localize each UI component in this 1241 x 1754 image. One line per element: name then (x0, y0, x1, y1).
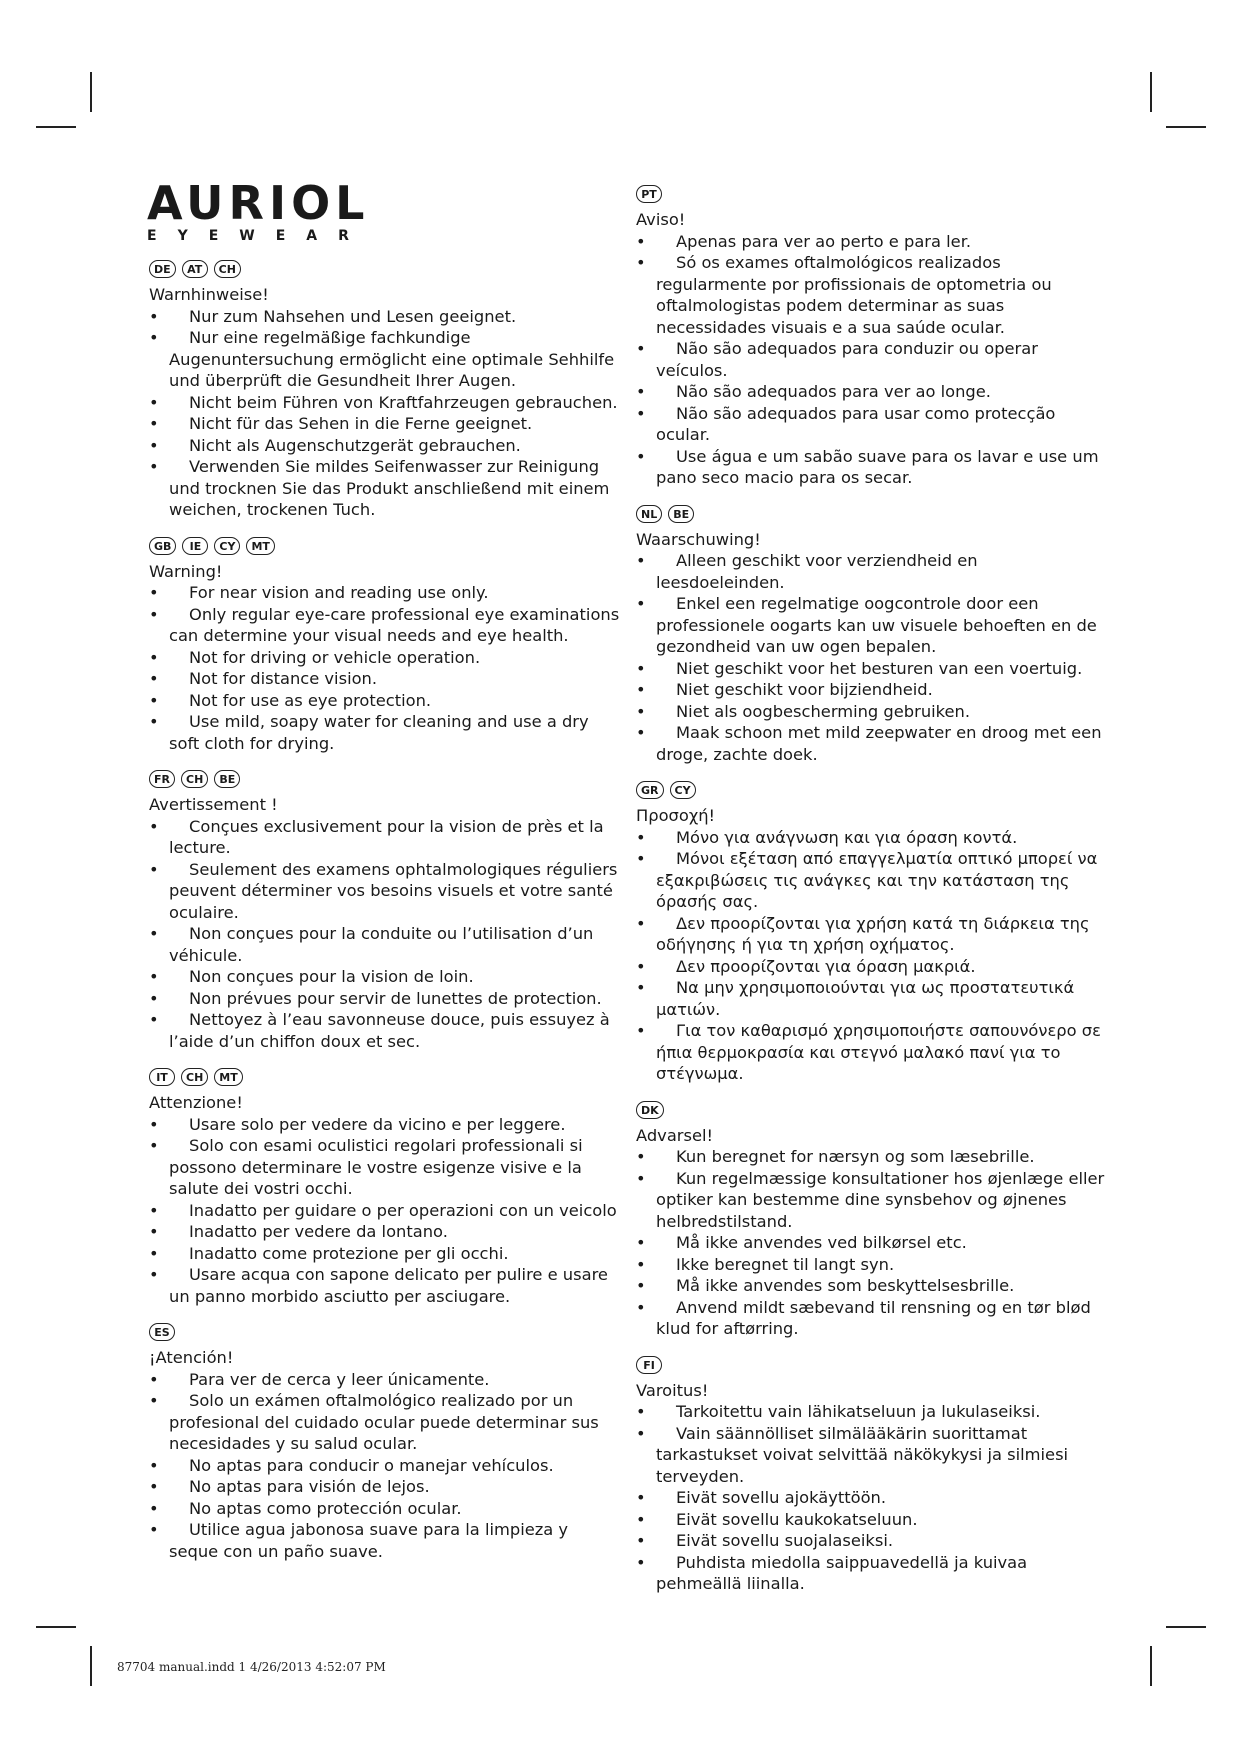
country-badges (636, 1099, 1108, 1121)
warning-item: • Vain säännölliset silmälääkärin suorittamat tarkastukset voivat selvittää näkökykysi ja silmiesi terveyden. (636, 1423, 1108, 1488)
country-code-badge: CH (181, 770, 208, 788)
warning-item: • Non prévues pour servir de lunettes de protection. (149, 988, 621, 1010)
warning-list (149, 816, 621, 1053)
warning-item: • Not for driving or vehicle operation. (149, 647, 621, 669)
warning-item: • Για τον καθαρισμό χρησιμοποιήστε σαπουνόνερο σε ήπια θερμοκρασία και στεγνό μαλακό πανί για το στέγνωμα. (636, 1020, 1108, 1085)
warning-list (636, 550, 1108, 765)
warning-item: • Niet als oogbescherming gebruiken. (636, 701, 1108, 723)
country-code-badge: PT (636, 185, 662, 203)
warning-list (636, 231, 1108, 489)
warning-item: • Use água e um sabão suave para os lavar e use um pano seco macio para os secar. (636, 446, 1108, 489)
warning-list (636, 1401, 1108, 1595)
warning-item: • Usare solo per vedere da vicino e per leggere. (149, 1114, 621, 1136)
warning-item: • No aptas para visión de lejos. (149, 1476, 621, 1498)
country-code-badge: NL (636, 505, 662, 523)
country-code-badge: GR (636, 781, 664, 799)
warning-item: • Ikke beregnet til langt syn. (636, 1254, 1108, 1276)
warning-list (149, 306, 621, 521)
warning-item: • Alleen geschikt voor verziendheid en leesdoeleinden. (636, 550, 1108, 593)
warning-item: • Usare acqua con sapone delicato per pulire e usare un panno morbido asciutto per asciugare. (149, 1264, 621, 1307)
warning-list (636, 827, 1108, 1085)
warning-heading: Advarsel! (636, 1125, 714, 1145)
warning-heading: Warning! (149, 561, 223, 581)
right-column (636, 183, 1108, 1609)
warning-item: • Not for distance vision. (149, 668, 621, 690)
warning-item: • Não são adequados para ver ao longe. (636, 381, 1108, 403)
warning-item: • Inadatto per guidare o per operazioni con un veicolo (149, 1200, 621, 1222)
country-badges (636, 1354, 1108, 1376)
warning-heading: Attenzione! (149, 1093, 243, 1112)
warning-item: • Não são adequados para conduzir ou operar veículos. (636, 338, 1108, 381)
country-badges (636, 779, 1108, 801)
warning-item: • Utilice agua jabonosa suave para la limpieza y seque con un paño suave. (149, 1519, 621, 1562)
warning-section (636, 503, 1108, 766)
warning-item: • Eivät sovellu suojalaseiksi. (636, 1530, 1108, 1552)
warning-item: • Inadatto come protezione per gli occhi. (149, 1243, 621, 1265)
warning-item: • Enkel een regelmatige oogcontrole door een professionele oogarts kan uw visuele behoeften en de gezondheid van uw ogen bepalen. (636, 593, 1108, 658)
warning-item: • Nicht beim Führen von Kraftfahrzeugen gebrauchen. (149, 392, 621, 414)
country-badges (149, 535, 621, 557)
country-badges (636, 503, 1108, 525)
warning-item: • No aptas como protección ocular. (149, 1498, 621, 1520)
warning-item: • Δεν προορίζονται για όραση μακριά. (636, 956, 1108, 978)
crop-mark (90, 1646, 92, 1686)
warning-section (149, 1321, 621, 1562)
warning-section (149, 535, 621, 755)
crop-mark (90, 72, 92, 112)
country-code-badge: ES (149, 1323, 175, 1341)
warning-item: • Να μην χρησιμοποιούνται για ως προστατευτικά ματιών. (636, 977, 1108, 1020)
warning-heading: Varoitus! (636, 1380, 709, 1400)
crop-mark (36, 1626, 76, 1628)
warning-section (149, 258, 621, 521)
warning-item: • Only regular eye-care professional eye examinations can determine your visual needs and eye health. (149, 604, 621, 647)
warning-item: • Use mild, soapy water for cleaning and use a dry soft cloth for drying. (149, 711, 621, 754)
country-code-badge: IT (149, 1068, 175, 1086)
warning-item: • Conçues exclusivement pour la vision de près et la lecture. (149, 816, 621, 859)
country-code-badge: BE (214, 770, 240, 788)
warning-heading: Waarschuwing! (636, 529, 761, 549)
country-badges (149, 768, 621, 790)
warning-section (636, 183, 1108, 489)
warning-item: • Tarkoitettu vain lähikatseluun ja lukulaseiksi. (636, 1401, 1108, 1423)
warning-item: • Not for use as eye protection. (149, 690, 621, 712)
warning-heading: Aviso! (636, 210, 686, 229)
warning-item: • Non conçues pour la vision de loin. (149, 966, 621, 988)
country-badges (149, 258, 621, 280)
warning-item: • Verwenden Sie mildes Seifenwasser zur Reinigung und trocknen Sie das Produkt anschließend mit einem weichen, trockenen Tuch. (149, 456, 621, 521)
logo-main-text: AURIOL (147, 176, 370, 230)
warning-item: • Non conçues pour la conduite ou l’utilisation d’un véhicule. (149, 923, 621, 966)
warning-item: • Kun beregnet for nærsyn og som læsebrille. (636, 1146, 1108, 1168)
warning-section (149, 1066, 621, 1307)
crop-mark (1166, 1626, 1206, 1628)
country-code-badge: DE (149, 260, 176, 278)
country-code-badge: MT (246, 537, 274, 555)
crop-mark (1150, 1646, 1152, 1686)
country-code-badge: CY (214, 537, 240, 555)
country-code-badge: FI (636, 1356, 662, 1374)
country-code-badge: CH (214, 260, 241, 278)
warning-item: • Μόνοι εξέταση από επαγγελματία οπτικό μπορεί να εξακριβώσεις τις ανάγκες και την κατάσταση της όρασής σας. (636, 848, 1108, 913)
warning-section (636, 779, 1108, 1085)
warning-section (149, 768, 621, 1052)
warning-heading: Προσοχή! (636, 806, 716, 825)
warning-item: • Nur zum Nahsehen und Lesen geeignet. (149, 306, 621, 328)
warning-section (636, 1354, 1108, 1595)
warning-item: • Må ikke anvendes som beskyttelsesbrille. (636, 1275, 1108, 1297)
warning-item: • Nur eine regelmäßige fachkundige Augenuntersuchung ermöglicht eine optimale Sehhilfe und überprüft die Gesundheit Ihrer Augen. (149, 327, 621, 392)
warning-item: • Niet geschikt voor het besturen van een voertuig. (636, 658, 1108, 680)
logo-sub-text: EYEWEAR (147, 228, 370, 244)
warning-item: • For near vision and reading use only. (149, 582, 621, 604)
crop-mark (1150, 72, 1152, 112)
country-code-badge: AT (182, 260, 208, 278)
warning-section (636, 1099, 1108, 1340)
country-code-badge: BE (668, 505, 694, 523)
country-code-badge: MT (214, 1068, 242, 1086)
warning-item: • Nicht als Augenschutzgerät gebrauchen. (149, 435, 621, 457)
warning-item: • Niet geschikt voor bijziendheid. (636, 679, 1108, 701)
warning-item: • Eivät sovellu kaukokatseluun. (636, 1509, 1108, 1531)
warning-item: • Maak schoon met mild zeepwater en droog met een droge, zachte doek. (636, 722, 1108, 765)
country-code-badge: CH (181, 1068, 208, 1086)
country-code-badge: FR (149, 770, 175, 788)
country-badges (149, 1321, 621, 1343)
warning-item: • Μόνο για ανάγνωση και για όραση κοντά. (636, 827, 1108, 849)
warning-item: • No aptas para conducir o manejar vehículos. (149, 1455, 621, 1477)
warning-list (149, 1114, 621, 1308)
crop-mark (36, 126, 76, 128)
warning-list (636, 1146, 1108, 1340)
country-code-badge: CY (670, 781, 696, 799)
auriol-eyewear-logo (147, 176, 407, 244)
warning-list (149, 1369, 621, 1563)
warning-item: • Apenas para ver ao perto e para ler. (636, 231, 1108, 253)
warning-heading: ¡Atención! (149, 1348, 234, 1367)
warning-heading: Avertissement ! (149, 795, 278, 814)
warning-item: • Para ver de cerca y leer únicamente. (149, 1369, 621, 1391)
country-code-badge: GB (149, 537, 176, 555)
warning-item: • Nicht für das Sehen in die Ferne geeignet. (149, 413, 621, 435)
warning-item: • Eivät sovellu ajokäyttöön. (636, 1487, 1108, 1509)
left-column (149, 258, 621, 1576)
warning-item: • Não são adequados para usar como protecção ocular. (636, 403, 1108, 446)
warning-item: • Kun regelmæssige konsultationer hos øjenlæge eller optiker kan bestemme dine synsbehov og øjnenes helbredstilstand. (636, 1168, 1108, 1233)
warning-item: • Δεν προορίζονται για χρήση κατά τη διάρκεια της οδήγησης ή για τη χρήση οχήματος. (636, 913, 1108, 956)
warning-item: • Só os exames oftalmológicos realizados regularmente por profissionais de optometria ou oftalmologistas podem determinar as suas necessidades visuais e a sua saúde ocular. (636, 252, 1108, 338)
warning-item: • Seulement des examens ophtalmologiques réguliers peuvent déterminer vos besoins visuels et votre santé oculaire. (149, 859, 621, 924)
warning-item: • Solo un exámen oftalmológico realizado por un profesional del cuidado ocular puede determinar sus necesidades y su salud ocular. (149, 1390, 621, 1455)
warning-item: • Inadatto per vedere da lontano. (149, 1221, 621, 1243)
warning-list (149, 582, 621, 754)
country-code-badge: IE (182, 537, 208, 555)
country-code-badge: DK (636, 1101, 664, 1119)
warning-item: • Solo con esami oculistici regolari professionali si possono determinare le vostre esigenze visive e la salute dei vostri occhi. (149, 1135, 621, 1200)
print-footer: 87704 manual.indd 1 4/26/2013 4:52:07 PM (117, 1660, 386, 1674)
country-badges (636, 183, 1108, 205)
warning-item: • Puhdista miedolla saippuavedellä ja kuivaa pehmeällä liinalla. (636, 1552, 1108, 1595)
warning-heading: Warnhinweise! (149, 285, 269, 304)
warning-item: • Må ikke anvendes ved bilkørsel etc. (636, 1232, 1108, 1254)
warning-item: • Nettoyez à l’eau savonneuse douce, puis essuyez à l’aide d’un chiffon doux et sec. (149, 1009, 621, 1052)
country-badges (149, 1066, 621, 1088)
warning-item: • Anvend mildt sæbevand til rensning og en tør blød klud for aftørring. (636, 1297, 1108, 1340)
crop-mark (1166, 126, 1206, 128)
